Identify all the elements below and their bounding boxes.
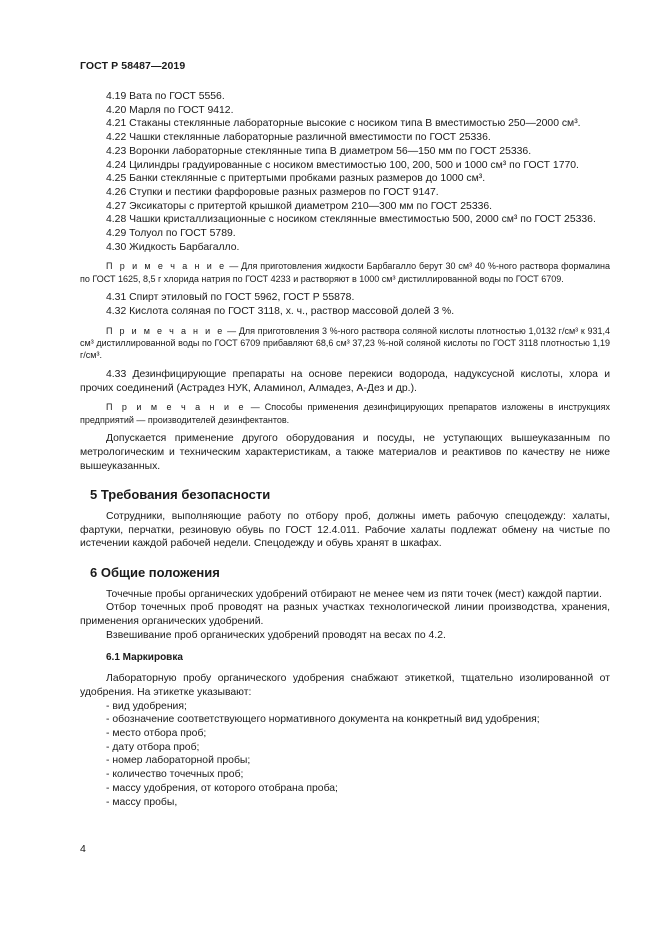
- item-4-27: 4.27 Эксикаторы с притертой крышкой диаметром 210—300 мм по ГОСТ 25336.: [106, 200, 493, 212]
- list-item: - номер лабораторной пробы;: [106, 755, 251, 767]
- list-item: - массу пробы,: [106, 796, 178, 808]
- section-6-paragraph: Взвешивание проб органических удобрений проводят на весах по 4.2.: [106, 629, 446, 641]
- item-4-26: 4.26 Ступки и пестики фарфоровые разных размеров по ГОСТ 9147.: [106, 186, 439, 198]
- item-4-24: 4.24 Цилиндры градуированные с носиком вместимостью 100, 200, 500 и 1000 см³ по ГОСТ 1770.: [106, 159, 579, 171]
- section-6-paragraph: Отбор точечных проб проводят на разных участках технологической линии производства, хранения, применения органических удобрений.: [80, 602, 610, 628]
- permit-paragraph: Допускается применение другого оборудования и посуды, не уступающих вышеуказанным по метрологическим и техническим характеристикам, а также материалов и реактивов по качеству не ниже вышеуказанных.: [80, 433, 610, 472]
- note-text: — Для приготовления жидкости Барбагалло берут 30 см³ 40 %-ного раствора формалина по ГОСТ 1625, 8,5 г хлорида натрия по ГОСТ 4233 и растворяют в 1000 см³ дистиллированной воды по ГОСТ 6709.: [80, 261, 610, 284]
- item-4-20: 4.20 Марля по ГОСТ 9412.: [106, 104, 234, 116]
- item-4-33: 4.33 Дезинфицирующие препараты на основе перекиси водорода, надуксусной кислоты, хлора и прочих соединений (Астрадез НУК, Аламинол, Алмадез, А-Дез и др.).: [80, 368, 610, 394]
- note-hcl: [80, 325, 610, 362]
- item-4-19: 4.19 Вата по ГОСТ 5556.: [106, 91, 225, 102]
- list-item: - обозначение соответствующего нормативного документа на конкретный вид удобрения;: [106, 714, 540, 726]
- item-4-32: 4.32 Кислота соляная по ГОСТ 3118, х. ч., раствор массовой долей 3 %.: [106, 305, 455, 317]
- section-6-paragraph: Точечные пробы органических удобрений отбирают не менее чем из пяти точек (мест) каждой партии.: [106, 588, 602, 600]
- section-5-title: 5 Требования безопасности: [90, 487, 271, 503]
- note-label: П р и м е ч а н и е: [106, 325, 225, 336]
- page-number: 4: [80, 843, 86, 855]
- item-4-28: 4.28 Чашки кристаллизационные с носиком стеклянные вместимостью 500, 2000 см³ по ГОСТ 25336.: [106, 214, 596, 226]
- section-6-title: 6 Общие положения: [90, 565, 220, 581]
- list-item: - массу удобрения, от которого отобрана проба;: [106, 782, 338, 794]
- item-4-30: 4.30 Жидкость Барбагалло.: [106, 241, 240, 253]
- item-4-21: 4.21 Стаканы стеклянные лабораторные высокие с носиком типа В вместимостью 250—2000 см³.: [106, 118, 581, 130]
- item-4-23: 4.23 Воронки лабораторные стеклянные типа В диаметром 56—150 мм по ГОСТ 25336.: [106, 145, 532, 157]
- note-text: — Способы применения дезинфицирующих препаратов изложены в инструкциях предприятий — производителей дезинфектантов.: [80, 402, 610, 425]
- note-text: — Для приготовления 3 %-ного раствора соляной кислоты плотностью 1,0132 г/см³ к 931,4 см³ дистиллированной воды по ГОСТ 6709 прибавляют 68,6 см³ 37,23 %-ной соляной кислоты по ГОСТ 3118 плотностью 1,19 г/см³.: [80, 325, 610, 361]
- document-header: ГОСТ Р 58487—2019: [80, 60, 186, 72]
- subsection-6-1-intro: Лабораторную пробу органического удобрения снабжают этикеткой, тщательно изолированной от удобрения. На этикетке указывают:: [80, 673, 610, 698]
- note-disinfectants: [80, 401, 610, 426]
- list-item: - место отбора проб;: [106, 728, 207, 740]
- list-item: - дату отбора проб;: [106, 741, 200, 753]
- list-item: - вид удобрения;: [106, 700, 187, 712]
- document-body: [80, 90, 610, 809]
- list-item: - количество точечных проб;: [106, 769, 244, 781]
- item-4-31: 4.31 Спирт этиловый по ГОСТ 5962, ГОСТ Р 55878.: [106, 292, 355, 304]
- note-label: П р и м е ч а н и е: [106, 402, 246, 413]
- section-5-text: Сотрудники, выполняющие работу по отбору проб, должны иметь рабочую спецодежду: халаты, фартуки, перчатки, резиновую обувь по ГОСТ 12.4.011. Рабочие халаты подлежат обмену на чистые по истечении каждой рабочей недели. Спецодежду и обувь хранят в шкафах.: [80, 510, 610, 550]
- item-4-29: 4.29 Толуол по ГОСТ 5789.: [106, 228, 236, 240]
- note-barbagallo: [80, 260, 610, 285]
- item-4-22: 4.22 Чашки стеклянные лабораторные различной вместимости по ГОСТ 25336.: [106, 132, 491, 144]
- item-4-25: 4.25 Банки стеклянные с притертыми пробками разных размеров до 1000 см³.: [106, 173, 486, 185]
- note-label: П р и м е ч а н и е: [106, 261, 227, 272]
- subsection-6-1-title: 6.1 Маркировка: [106, 651, 183, 663]
